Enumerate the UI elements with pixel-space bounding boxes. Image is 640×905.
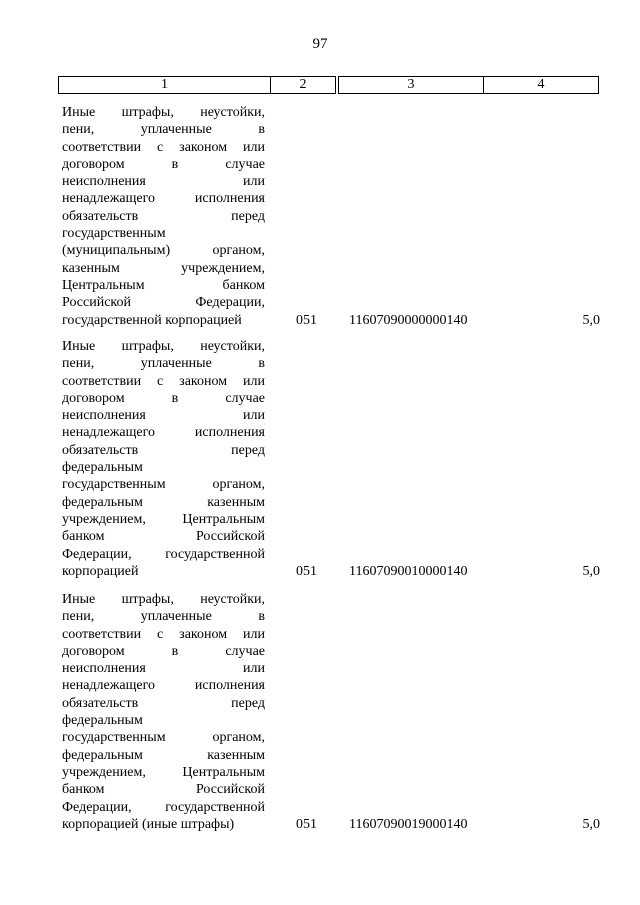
row-value: 5,0 [582, 816, 600, 832]
description-line: Иные штрафы, неустойки, [62, 592, 265, 607]
kbk-code: 11607090010000140 [349, 563, 468, 579]
admin-code: 051 [296, 312, 317, 328]
description-line: обязательств перед [62, 695, 265, 711]
description-line: пени, уплаченные в [62, 609, 265, 625]
description-line: обязательств перед [62, 208, 265, 224]
description-line: пени, уплаченные в [62, 356, 265, 372]
description-line: учреждением, Центральным [62, 511, 265, 527]
column-header-1: 1 [59, 77, 271, 94]
kbk-code: 11607090000000140 [349, 312, 468, 328]
admin-code: 051 [296, 816, 317, 832]
description-line: договором в случае [62, 390, 265, 406]
row-description [62, 338, 265, 580]
description-line: ненадлежащего исполнения [62, 191, 265, 207]
description-line: соответствии с законом или [62, 373, 265, 389]
description-line: обязательств перед [62, 442, 265, 458]
description-line: банком Российской [62, 529, 265, 545]
description-line: казенным учреждением, [62, 260, 265, 276]
description-line: государственным [62, 226, 166, 242]
description-line: учреждением, Центральным [62, 764, 265, 780]
row-description [62, 104, 265, 329]
row-description [62, 591, 265, 833]
description-line: ненадлежащего исполнения [62, 425, 265, 441]
description-line: государственным органом, [62, 477, 265, 493]
description-line: Иные штрафы, неустойки, [62, 339, 265, 354]
description-line: банком Российской [62, 782, 265, 798]
description-line: Российской Федерации, [62, 295, 265, 311]
admin-code: 051 [296, 563, 317, 579]
description-line: неисполнения или [62, 174, 265, 190]
page-number: 97 [312, 36, 328, 52]
description-line: государственной корпорацией [62, 312, 242, 328]
description-line: неисполнения или [62, 408, 265, 424]
description-line: Иные штрафы, неустойки, [62, 105, 265, 120]
description-line: корпорацией [62, 563, 139, 579]
description-line: (муниципальным) органом, [62, 243, 265, 259]
description-line: Федерации, государственной [62, 546, 265, 562]
column-header-2: 2 [271, 77, 336, 94]
description-line: Федерации, государственной [62, 799, 265, 815]
description-line: неисполнения или [62, 661, 265, 677]
description-line: федеральным казенным [62, 494, 265, 510]
kbk-code: 11607090019000140 [349, 816, 468, 832]
description-line: федеральным [62, 713, 143, 729]
description-line: ненадлежащего исполнения [62, 678, 265, 694]
description-line: договором в случае [62, 156, 265, 172]
description-line: федеральным казенным [62, 747, 265, 763]
column-header-4: 4 [484, 77, 599, 94]
row-value: 5,0 [582, 563, 600, 579]
description-line: государственным органом, [62, 730, 265, 746]
column-header-3: 3 [339, 77, 484, 94]
description-line: корпорацией (иные штрафы) [62, 816, 235, 832]
description-line: соответствии с законом или [62, 139, 265, 155]
description-line: федеральным [62, 460, 143, 476]
column-header-table [58, 76, 599, 94]
description-line: соответствии с законом или [62, 626, 265, 642]
description-line: Центральным банком [62, 277, 265, 293]
row-value: 5,0 [582, 312, 600, 328]
description-line: договором в случае [62, 643, 265, 659]
description-line: пени, уплаченные в [62, 122, 265, 138]
